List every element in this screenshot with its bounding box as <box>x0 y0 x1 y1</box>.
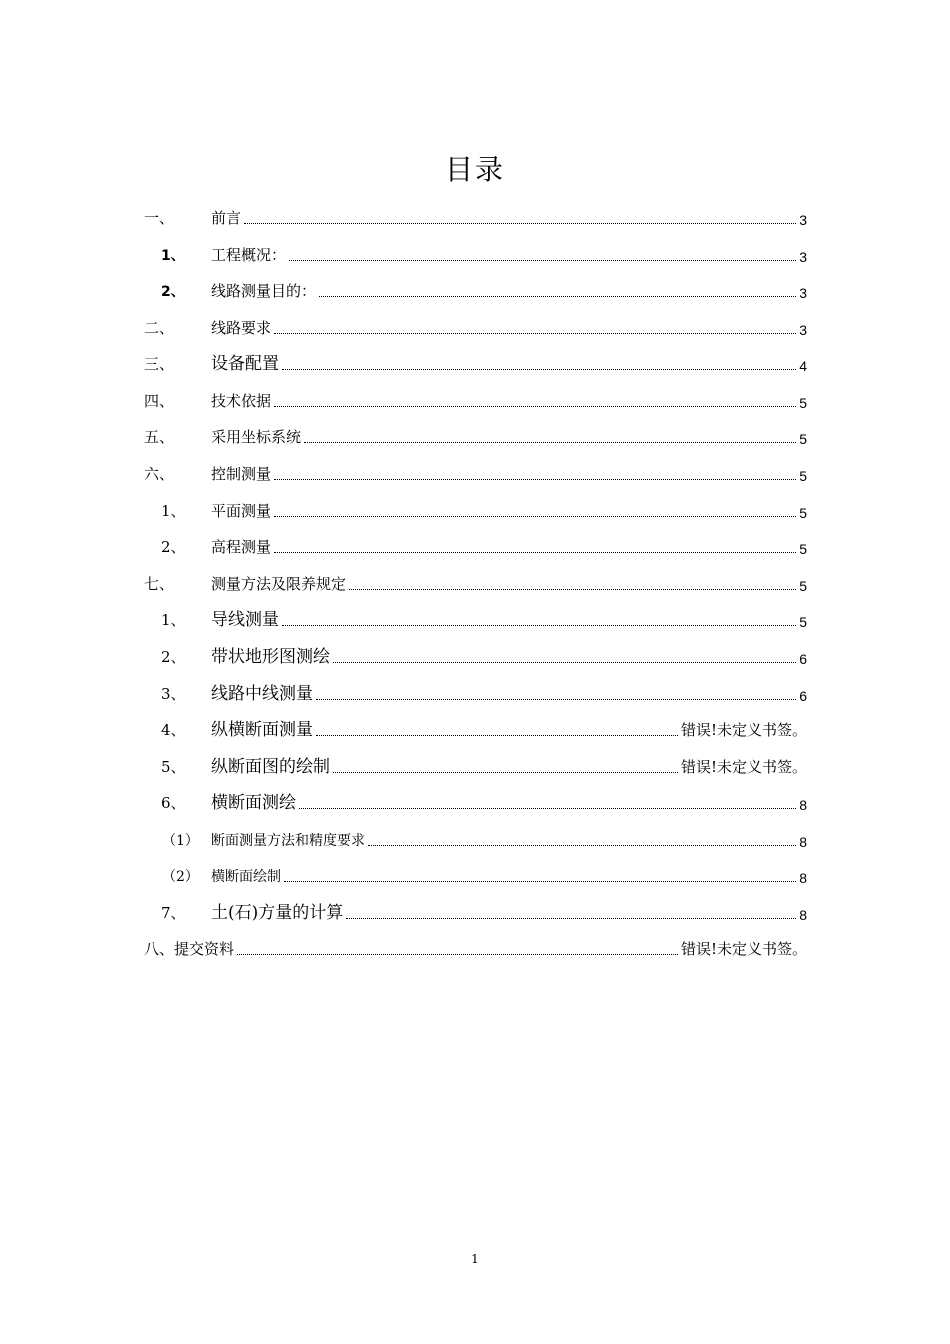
dot-leader <box>299 808 796 809</box>
toc-number: 二、 <box>144 319 175 337</box>
toc-entry[interactable] <box>0 680 950 706</box>
toc-page: 3 <box>799 322 807 338</box>
toc-entry[interactable] <box>0 606 950 632</box>
toc-number: 4、 <box>161 721 186 739</box>
toc-label: 控制测量 <box>211 465 272 483</box>
toc-label: 导线测量 <box>211 610 279 630</box>
dot-leader <box>316 735 678 736</box>
toc-label: 横断面绘制 <box>211 869 281 885</box>
toc-entry[interactable] <box>0 241 950 267</box>
dot-leader <box>274 333 796 334</box>
toc-label: 线路要求 <box>211 319 272 337</box>
toc-label: 测量方法及限养规定 <box>211 575 347 593</box>
toc-number: 6、 <box>161 794 186 812</box>
toc-entry[interactable] <box>0 716 950 742</box>
toc-entry[interactable] <box>0 899 950 925</box>
toc-label: 横断面测绘 <box>211 793 296 813</box>
toc-label: 技术依据 <box>211 392 272 410</box>
toc-page: 5 <box>799 541 807 557</box>
toc-number: （1） <box>162 833 199 849</box>
toc-page: 错误!未定义书签。 <box>680 721 807 739</box>
dot-leader <box>349 589 796 590</box>
page-title: 目录 <box>444 153 505 186</box>
toc-number: 3、 <box>161 685 186 703</box>
dot-leader <box>319 296 796 297</box>
toc-label: 线路中线测量 <box>211 684 313 704</box>
toc-page: 错误!未定义书签。 <box>680 940 807 958</box>
toc-page: 6 <box>799 651 807 667</box>
dot-leader <box>274 552 796 553</box>
toc-entry[interactable] <box>0 789 950 815</box>
toc-label: 纵横断面测量 <box>211 720 313 740</box>
toc-label: 土(石)方量的计算 <box>211 903 344 923</box>
toc-number: 六、 <box>144 465 175 483</box>
toc-number: 一、 <box>144 209 175 227</box>
toc-page: 3 <box>799 285 807 301</box>
toc-page: 5 <box>799 431 807 447</box>
toc-label: 线路测量目的： <box>211 282 317 300</box>
dot-leader <box>316 699 796 700</box>
toc-number: （2） <box>162 869 199 885</box>
dot-leader <box>282 625 796 626</box>
toc-number: 1、 <box>161 502 186 520</box>
toc-number: 2、 <box>161 538 186 556</box>
toc-number: 三、 <box>144 355 175 373</box>
dot-leader <box>244 223 796 224</box>
dot-leader <box>237 954 678 955</box>
toc-entry[interactable] <box>0 314 950 340</box>
dot-leader <box>274 516 796 517</box>
toc-entry[interactable] <box>0 204 950 230</box>
toc-label: 采用坐标系统 <box>211 428 302 446</box>
toc-number: 1、 <box>161 611 186 629</box>
dot-leader <box>282 369 796 370</box>
toc-entry[interactable] <box>0 460 950 486</box>
toc-entry[interactable] <box>0 643 950 669</box>
toc-page: 5 <box>799 395 807 411</box>
toc-page: 8 <box>799 797 807 813</box>
dot-leader <box>368 845 796 846</box>
toc-page: 4 <box>799 358 807 374</box>
dot-leader <box>274 479 796 480</box>
toc-entry[interactable] <box>0 826 950 852</box>
toc-page: 8 <box>799 834 807 850</box>
toc-label: 前言 <box>211 209 242 227</box>
toc-entry[interactable] <box>0 277 950 303</box>
toc-page: 8 <box>799 907 807 923</box>
toc-label: 高程测量 <box>211 538 272 556</box>
toc-label: 带状地形图测绘 <box>211 647 330 667</box>
toc-label: 断面测量方法和精度要求 <box>211 833 365 849</box>
toc-label: 八、提交资料 <box>144 940 235 958</box>
toc-entry[interactable] <box>0 497 950 523</box>
toc-number: 四、 <box>144 392 175 410</box>
toc-entry[interactable] <box>0 423 950 449</box>
toc-page: 5 <box>799 468 807 484</box>
toc-entry[interactable] <box>0 533 950 559</box>
toc-number: 7、 <box>161 904 186 922</box>
toc-number: 七、 <box>144 575 175 593</box>
toc-page: 8 <box>799 870 807 886</box>
dot-leader <box>304 442 796 443</box>
toc-number: 5、 <box>161 758 186 776</box>
toc-page: 3 <box>799 212 807 228</box>
toc-page: 6 <box>799 688 807 704</box>
toc-label: 纵断面图的绘制 <box>211 757 330 777</box>
toc-entry[interactable] <box>0 570 950 596</box>
toc-entry[interactable] <box>0 862 950 888</box>
toc-number: 五、 <box>144 428 175 446</box>
toc-label: 平面测量 <box>211 502 272 520</box>
dot-leader <box>289 260 796 261</box>
toc-entry[interactable] <box>0 387 950 413</box>
toc-label: 工程概况： <box>211 246 287 264</box>
toc-page: 5 <box>799 578 807 594</box>
toc-entry[interactable] <box>0 350 950 376</box>
dot-leader <box>333 772 678 773</box>
dot-leader <box>274 406 796 407</box>
dot-leader <box>346 918 796 919</box>
toc-page: 5 <box>799 505 807 521</box>
toc-label: 设备配置 <box>211 354 279 374</box>
toc-number: 2、 <box>161 284 185 300</box>
dot-leader <box>284 881 796 882</box>
toc-entry[interactable] <box>0 935 950 961</box>
toc-page: 5 <box>799 614 807 630</box>
toc-page: 3 <box>799 249 807 265</box>
page-number: 1 <box>471 1252 479 1266</box>
toc-entry[interactable] <box>0 753 950 779</box>
toc-number: 2、 <box>161 648 186 666</box>
toc-page: 错误!未定义书签。 <box>680 758 807 776</box>
dot-leader <box>333 662 796 663</box>
toc-number: 1、 <box>161 248 185 264</box>
